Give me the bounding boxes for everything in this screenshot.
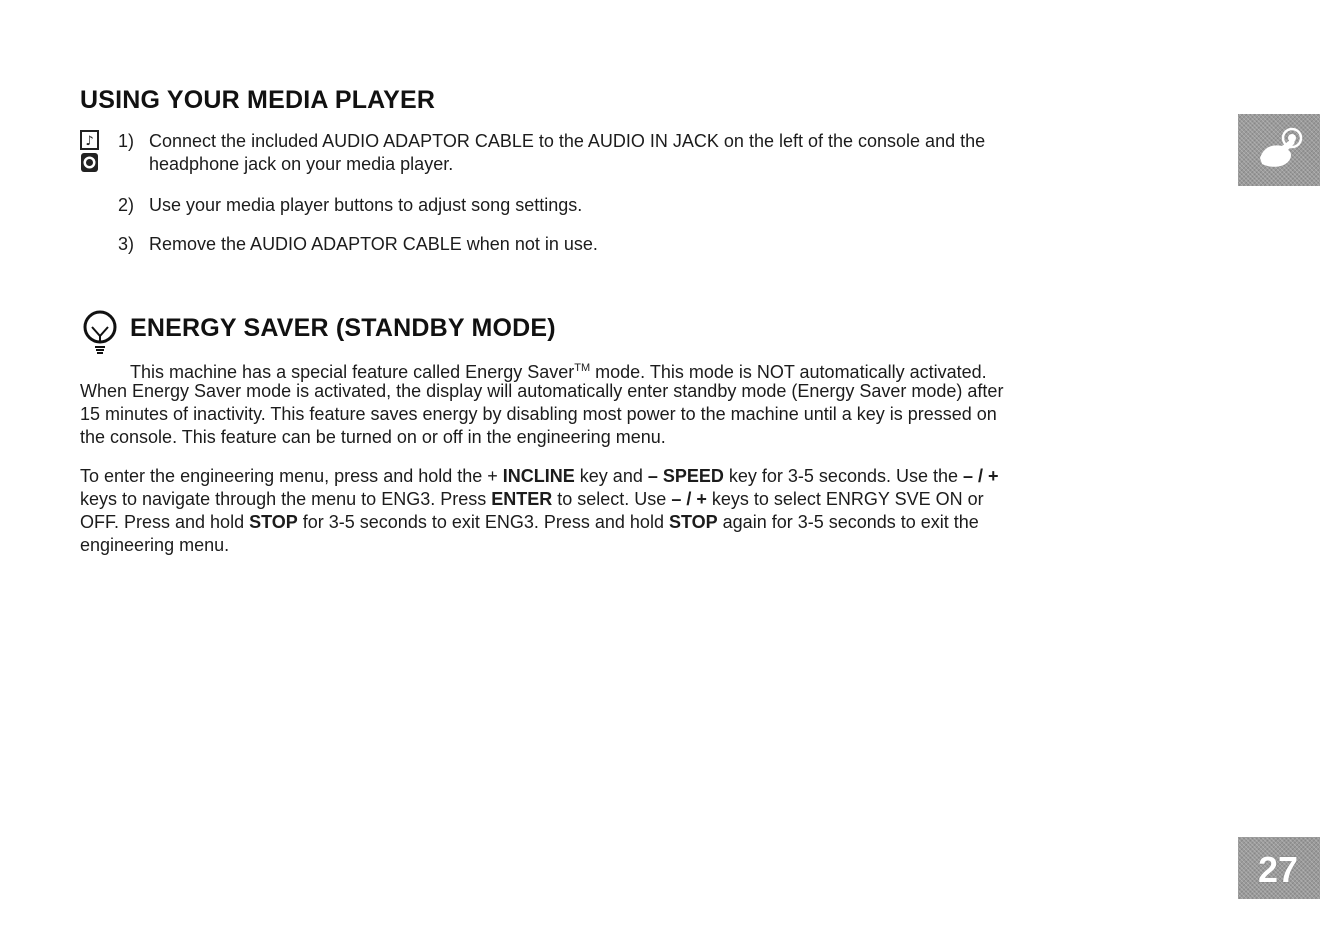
section-title-energy-saver: ENERGY SAVER (STANDBY MODE) (130, 314, 556, 342)
paragraph-line: OFF. Press and hold STOP for 3-5 seconds to exit ENG3. Press and hold STOP again for 3-5 seconds to exit the (80, 512, 979, 532)
paragraph-line: To enter the engineering menu, press and hold the + INCLINE key and – SPEED key for 3-5 seconds. Use the – / + (80, 466, 999, 486)
media-player-icon (80, 130, 100, 179)
paragraph-line: the console. This feature can be turned on or off in the engineering menu. (80, 427, 666, 447)
step-text: headphone jack on your media player. (149, 154, 454, 174)
paragraph-line: engineering menu. (80, 535, 230, 555)
step-number: 3) (118, 234, 135, 254)
step-number: 1) (118, 131, 135, 151)
step-text: Connect the included AUDIO ADAPTOR CABLE to the AUDIO IN JACK on the left of the console and the (149, 131, 986, 151)
pointing-hand-icon (1252, 122, 1308, 183)
step-number: 2) (118, 195, 135, 215)
lightbulb-icon (80, 309, 120, 364)
paragraph-line: When Energy Saver mode is activated, the display will automatically enter standby mode (Energy Saver mode) after (80, 381, 1004, 401)
svg-text:♪: ♪ (85, 134, 94, 149)
paragraph-line: 15 minutes of inactivity. This feature saves energy by disabling most power to the machine until a key is pressed on (80, 404, 997, 424)
page-number: 27 (1258, 849, 1299, 890)
paragraph-line: This machine has a special feature called Energy Saver™ mode. This mode is NOT automatically activated. (130, 362, 987, 382)
step-text: Remove the AUDIO ADAPTOR CABLE when not in use. (149, 234, 598, 254)
side-tab (1238, 114, 1320, 186)
paragraph-line: keys to navigate through the menu to ENG3. Press ENTER to select. Use – / + keys to select ENRGY SVE ON or (80, 489, 984, 509)
page-number-tab (1238, 837, 1320, 899)
step-text: Use your media player buttons to adjust song settings. (149, 195, 583, 215)
section-title-media-player: USING YOUR MEDIA PLAYER (80, 86, 436, 114)
